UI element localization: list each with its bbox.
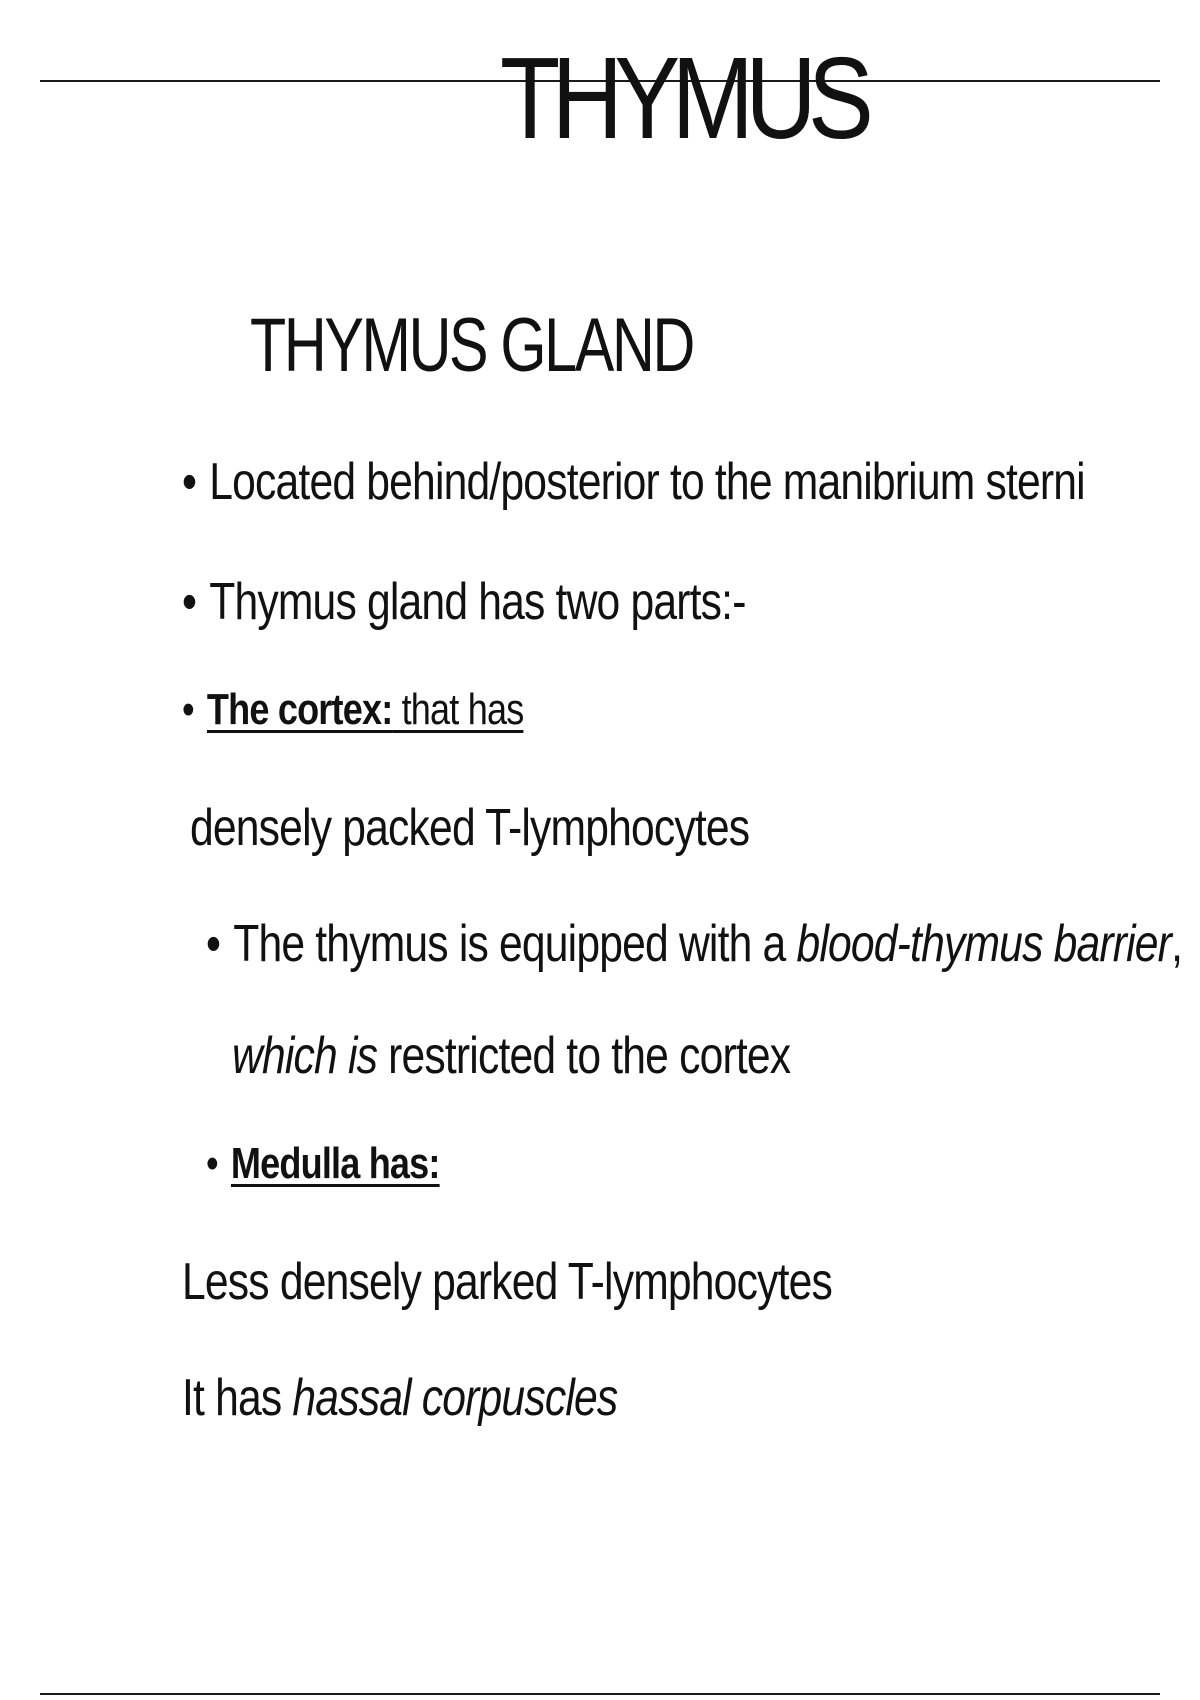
bullet-line-location: • Located behind/posterior to the manibrium sterni (182, 453, 1085, 511)
bullet-icon: • (206, 915, 221, 973)
section-heading: THYMUS GLAND (250, 303, 693, 388)
cortex-label: The cortex: (206, 685, 393, 734)
text-line-hassal: It has hassal corpuscles (182, 1369, 618, 1427)
bullet-icon: • (182, 685, 194, 734)
bullet-icon: • (182, 453, 197, 511)
bottom-rule (40, 1693, 1160, 1695)
bullet-line-barrier: • The thymus is equipped with a blood-thymus barrier, (206, 915, 1183, 973)
bullet-icon: • (182, 573, 197, 631)
text-line-restricted: which is restricted to the cortex (232, 1027, 791, 1085)
bullet-icon: • (206, 1139, 218, 1188)
medulla-label: Medulla has: (230, 1139, 440, 1188)
bullet-line-two-parts: • Thymus gland has two parts:- (182, 573, 746, 631)
text-line-densely-packed: densely packed T-lymphocytes (190, 799, 750, 857)
bullet-line-medulla (206, 1139, 440, 1188)
page-title: THYMUS (500, 33, 866, 163)
bullet-line-cortex: • The cortex: that has (182, 685, 524, 734)
text-line-less-densely: Less densely parked T-lymphocytes (182, 1253, 833, 1311)
